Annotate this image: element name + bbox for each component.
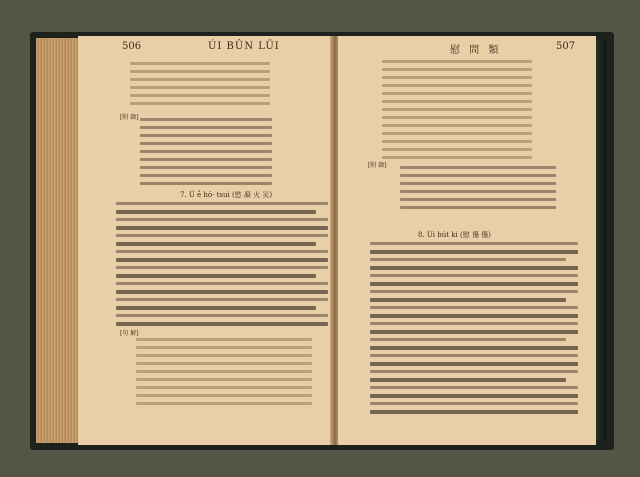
text-line xyxy=(140,134,272,137)
left-note-label: [附 錄] xyxy=(120,114,139,121)
text-line xyxy=(370,266,578,270)
text-line xyxy=(370,290,578,293)
right-running-head: 慰 問 類 xyxy=(450,45,502,56)
left-footnote-label: [句 解] xyxy=(120,330,139,337)
text-line xyxy=(370,338,566,341)
text-line xyxy=(116,202,328,205)
text-line xyxy=(370,274,578,277)
text-line xyxy=(116,322,328,326)
text-line xyxy=(116,250,328,253)
text-line xyxy=(370,378,566,382)
text-line xyxy=(400,206,556,209)
text-line xyxy=(136,370,312,373)
text-line xyxy=(370,362,578,366)
left-section-title: 7. Ú ḗ hó· tsui (慾 凝 火 災) xyxy=(180,191,273,199)
text-line xyxy=(382,68,532,71)
right-page xyxy=(338,36,596,445)
text-line xyxy=(136,362,312,365)
text-line xyxy=(382,84,532,87)
text-line xyxy=(140,182,272,185)
text-line xyxy=(370,258,566,261)
right-note-label: [附 錄] xyxy=(368,162,387,169)
text-line xyxy=(382,92,532,95)
text-line xyxy=(140,118,272,121)
text-line xyxy=(116,242,316,246)
right-page-number: 507 xyxy=(556,41,576,52)
text-line xyxy=(136,378,312,381)
text-line xyxy=(130,62,270,65)
text-line xyxy=(400,198,556,201)
text-line xyxy=(370,410,578,414)
text-line xyxy=(116,282,328,285)
text-line xyxy=(370,250,578,254)
text-line xyxy=(136,354,312,357)
text-line xyxy=(382,76,532,79)
text-line xyxy=(140,174,272,177)
left-page xyxy=(78,36,334,445)
text-line xyxy=(400,182,556,185)
text-line xyxy=(382,108,532,111)
text-line xyxy=(136,402,312,405)
text-line xyxy=(116,258,328,262)
text-line xyxy=(370,242,578,245)
text-line xyxy=(116,234,328,237)
text-line xyxy=(382,60,532,63)
text-line xyxy=(116,226,328,230)
text-line xyxy=(370,282,578,286)
text-line xyxy=(140,142,272,145)
text-line xyxy=(382,124,532,127)
page-stack-edge xyxy=(36,38,80,443)
text-line xyxy=(116,314,328,317)
text-line xyxy=(130,70,270,73)
text-line xyxy=(400,190,556,193)
text-line xyxy=(116,274,316,278)
text-line xyxy=(136,386,312,389)
text-line xyxy=(370,394,578,398)
text-line xyxy=(116,210,316,214)
text-line xyxy=(136,338,312,341)
text-line xyxy=(130,94,270,97)
text-line xyxy=(370,402,578,405)
text-line xyxy=(370,306,578,309)
text-line xyxy=(382,140,532,143)
left-page-number: 506 xyxy=(122,41,142,52)
text-line xyxy=(136,346,312,349)
text-line xyxy=(136,394,312,397)
text-line xyxy=(382,100,532,103)
text-line xyxy=(140,126,272,129)
text-line xyxy=(370,322,578,325)
text-line xyxy=(116,306,316,310)
text-line xyxy=(400,166,556,169)
right-section-title: 8. Úi bút ki (慰 傷 傷) xyxy=(418,231,491,239)
text-line xyxy=(370,314,578,318)
text-line xyxy=(382,132,532,135)
text-line xyxy=(382,148,532,151)
text-line xyxy=(382,156,532,159)
text-line xyxy=(130,78,270,81)
text-line xyxy=(116,290,328,294)
text-line xyxy=(382,116,532,119)
text-line xyxy=(116,298,328,301)
text-line xyxy=(400,174,556,177)
text-line xyxy=(130,86,270,89)
text-line xyxy=(116,266,328,269)
text-line xyxy=(370,370,578,373)
text-line xyxy=(140,166,272,169)
text-line xyxy=(116,218,328,221)
text-line xyxy=(370,298,566,302)
text-line xyxy=(370,330,578,334)
text-line xyxy=(140,158,272,161)
text-line xyxy=(370,354,578,357)
text-line xyxy=(370,346,578,350)
text-line xyxy=(130,102,270,105)
text-line xyxy=(140,150,272,153)
left-running-head: ÚI BÛN LÜI xyxy=(208,41,280,52)
text-line xyxy=(370,386,578,389)
